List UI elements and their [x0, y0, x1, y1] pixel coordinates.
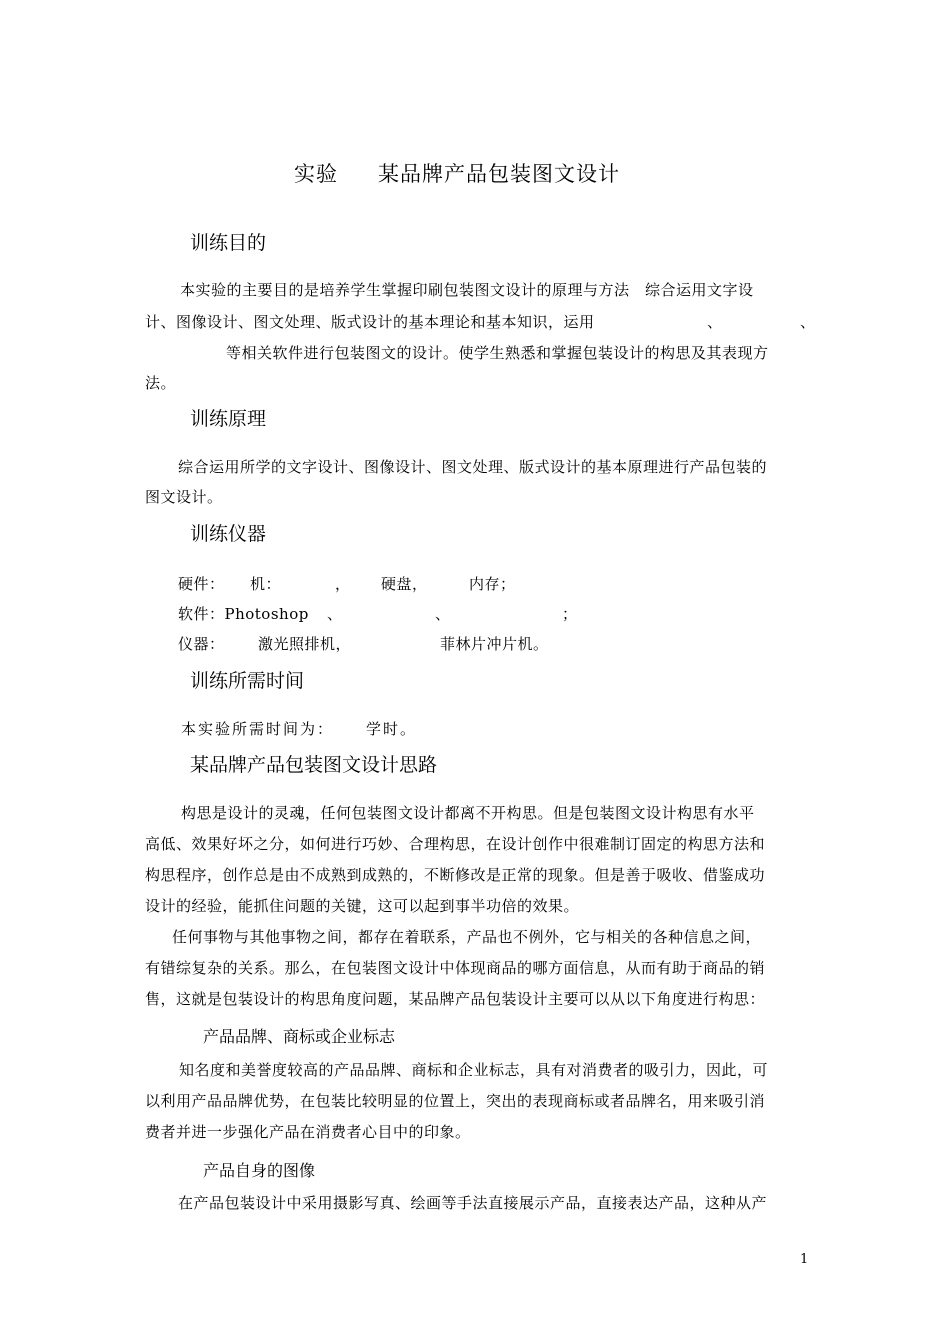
device-item-1: 激光照排机， [258, 635, 352, 653]
sub1-line-1: 知名度和美誉度较高的产品品牌、商标和企业标志，具有对消费者的吸引力，因此，可 [179, 1061, 769, 1079]
title-prefix: 实验 [294, 162, 338, 186]
hardware-comma: ， [335, 575, 351, 593]
idea-p1-line-2: 高低、效果好坏之分，如何进行巧妙、合理构思，在设计创作中很难制订固定的构思方法和 [145, 835, 766, 853]
page-title: 某品牌产品包装图文设计 [378, 162, 620, 186]
heading-sub-image: 产品自身的图像 [203, 1161, 316, 1180]
purpose-line-2: 计、图像设计、图文处理、版式设计的基本理论和基本知识，运用 [145, 313, 595, 331]
idea-p2-line-2: 有错综复杂的关系。那么，在包装图文设计中体现商品的哪方面信息，从而有助于商品的销 [145, 959, 766, 977]
sub1-line-3: 费者并进一步强化产品在消费者心目中的印象。 [145, 1123, 471, 1141]
purpose-line-4: 法。 [145, 374, 177, 392]
software-label: 软件：Photoshop [178, 605, 309, 623]
device-item-2: 菲林片冲片机。 [440, 635, 549, 653]
software-end: ； [562, 605, 578, 623]
sub2-line-1: 在产品包装设计中采用摄影写真、绘画等手法直接展示产品，直接表达产品，这种从产 [178, 1194, 768, 1212]
heading-time: 训练所需时间 [190, 670, 305, 692]
heading-idea: 某品牌产品包装图文设计思路 [190, 754, 438, 776]
idea-p1-line-4: 设计的经验，能抓住问题的关键，这可以起到事半功倍的效果。 [145, 897, 580, 915]
device-label: 仪器： [178, 635, 225, 653]
hardware-disk: 硬盘， [381, 575, 428, 593]
sub1-line-2: 以利用产品品牌优势，在包装比较明显的位置上，突出的表现商标或者品牌名，用来吸引消 [145, 1092, 766, 1110]
purpose-line-1: 本实验的主要目的是培养学生掌握印刷包装图文设计的原理与方法 综合运用文字设 [180, 281, 754, 299]
idea-p1-line-1: 构思是设计的灵魂，任何包装图文设计都离不开构思。但是包装图文设计构思有水平 [181, 804, 755, 822]
heading-purpose: 训练目的 [190, 232, 267, 254]
principle-line-1: 综合运用所学的文字设计、图像设计、图文处理、版式设计的基本原理进行产品包装的 [178, 458, 768, 476]
time-text-a: 本实验所需时间为： [181, 720, 335, 738]
purpose-line-3: 等相关软件进行包装图文的设计。使学生熟悉和掌握包装设计的构思及其表现方 [226, 344, 769, 362]
purpose-sep-2: 、 [800, 313, 816, 331]
heading-principle: 训练原理 [190, 408, 267, 430]
hardware-label: 硬件： [178, 575, 225, 593]
hardware-memory: 内存； [469, 575, 516, 593]
software-sep-1: 、 [327, 605, 343, 623]
page-number: 1 [800, 1252, 809, 1267]
software-sep-2: 、 [435, 605, 451, 623]
principle-line-2: 图文设计。 [145, 488, 223, 506]
idea-p2-line-1: 任何事物与其他事物之间，都存在着联系，产品也不例外，它与相关的各种信息之间， [172, 928, 762, 946]
hardware-machine: 机： [250, 575, 282, 593]
time-text-b: 学时。 [366, 720, 418, 738]
idea-p1-line-3: 构思程序，创作总是由不成熟到成熟的，不断修改是正常的现象。但是善于吸收、借鉴成功 [145, 866, 766, 884]
purpose-sep-1: 、 [707, 313, 723, 331]
heading-sub-brand: 产品品牌、商标或企业标志 [203, 1027, 396, 1046]
idea-p2-line-3: 售，这就是包装设计的构思角度问题，某品牌产品包装设计主要可以从以下角度进行构思： [145, 990, 766, 1008]
heading-instruments: 训练仪器 [190, 523, 267, 545]
